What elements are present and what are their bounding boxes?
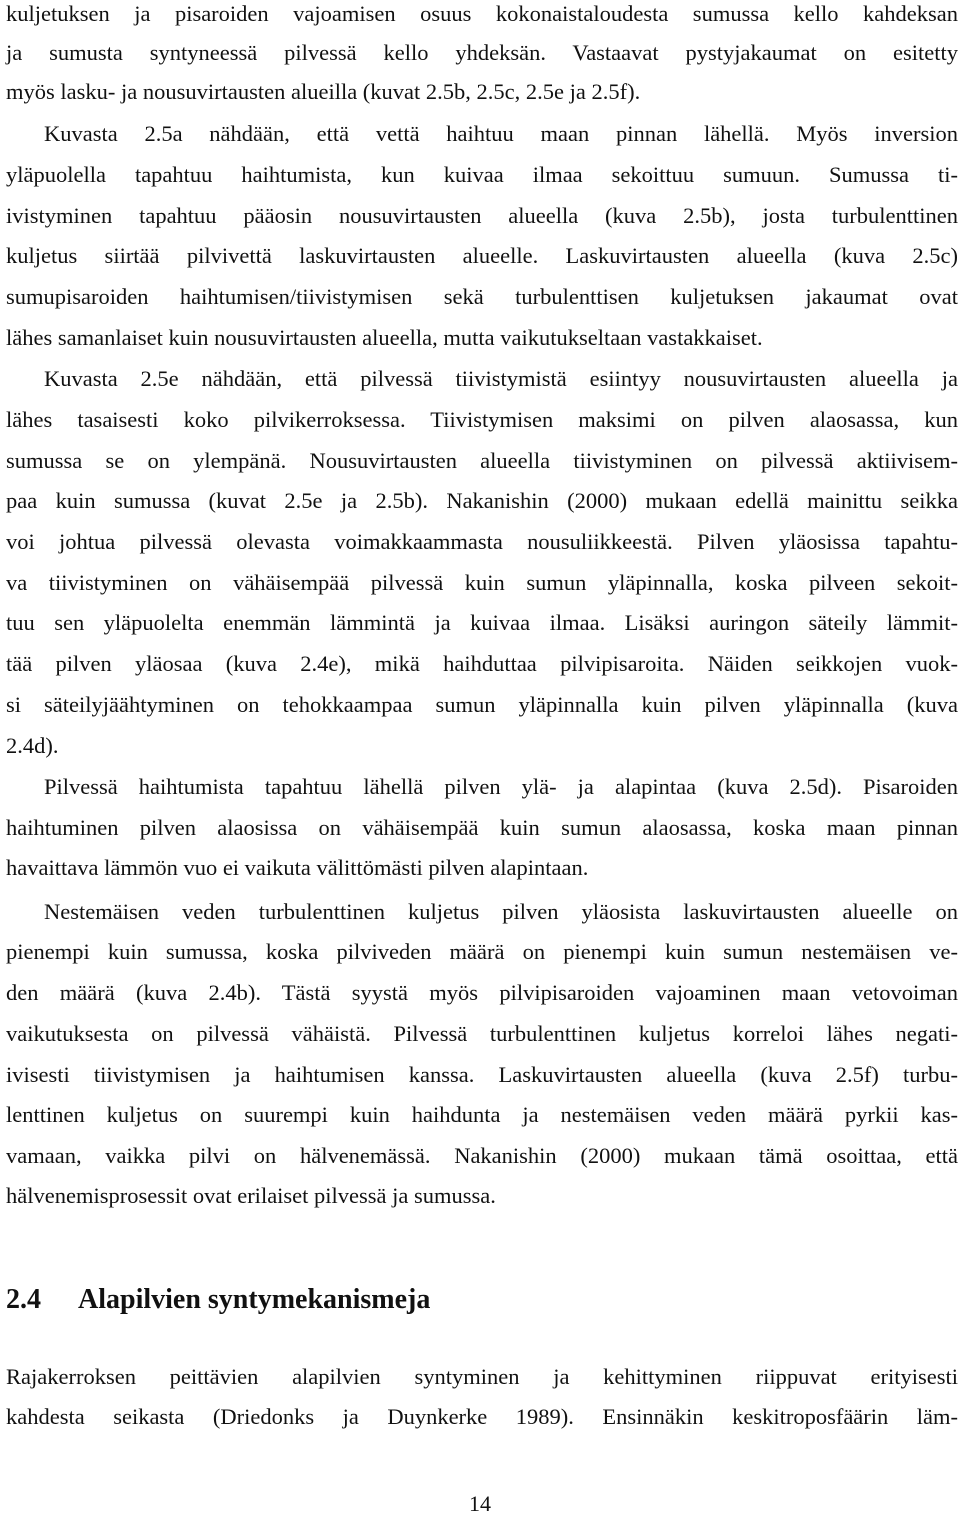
paragraph-5-line-2: pienempi kuin sumussa, koska pilviveden määrä on pienempi kuin sumun nestemäisen ve- xyxy=(6,939,958,964)
paragraph-4-line-3: havaittava lämmön vuo ei vaikuta välittömästi pilven alapintaan. xyxy=(6,855,589,880)
paragraph-3-line-6: va tiivistyminen on vähäisempää pilvessä kuin sumun yläpinnalla, koska pilveen sekoit- xyxy=(6,570,958,595)
paragraph-3-line-5: voi johtua pilvessä olevasta voimakkaammasta nousuliikkeestä. Pilven yläosissa tapahtu- xyxy=(6,529,958,554)
paragraph-5-line-5: ivisesti tiivistymisen ja haihtumisen kanssa. Laskuvirtausten alueella (kuva 2.5f) turbu- xyxy=(6,1062,958,1087)
paragraph-5-line-6: lenttinen kuljetus on suurempi kuin haihdunta ja nestemäisen veden määrä pyrkii kas- xyxy=(6,1102,958,1127)
paragraph-4-line-1: Pilvessä haihtumista tapahtuu lähellä pilven ylä- ja alapintaa (kuva 2.5d). Pisaroiden xyxy=(44,774,958,799)
paragraph-5-line-4: vaikutuksesta on pilvessä vähäistä. Pilvessä turbulenttinen kuljetus korreloi lähes negati- xyxy=(6,1021,958,1046)
paragraph-3-line-1: Kuvasta 2.5e nähdään, että pilvessä tiivistymistä esiintyy nousuvirtausten alueella ja xyxy=(44,366,958,391)
paragraph-1-line-1: kuljetuksen ja pisaroiden vajoamisen osuus kokonaistaloudesta sumussa kello kahdeksan xyxy=(6,1,958,26)
paragraph-5-line-8: hälvenemisprosessit ovat erilaiset pilvessä ja sumussa. xyxy=(6,1183,496,1208)
paragraph-3-line-3: sumussa se on ylempänä. Nousuvirtausten alueella tiivistyminen on pilvessä aktiivisem- xyxy=(6,448,958,473)
paragraph-3-line-8: tää pilven yläosaa (kuva 2.4e), mikä haihduttaa pilvipisaroita. Näiden seikkojen vuok- xyxy=(6,651,958,676)
paragraph-1-line-3: myös lasku- ja nousuvirtausten alueilla (kuvat 2.5b, 2.5c, 2.5e ja 2.5f). xyxy=(6,79,641,104)
paragraph-2-line-5: sumupisaroiden haihtumisen/tiivistymisen sekä turbulenttisen kuljetuksen jakaumat ovat xyxy=(6,284,958,309)
section-title: Alapilvien syntymekanismeja xyxy=(78,1284,431,1315)
paragraph-3-line-2: lähes tasaisesti koko pilvikerroksessa. Tiivistymisen maksimi on pilven alaosassa, kun xyxy=(6,407,958,432)
paragraph-2-line-1: Kuvasta 2.5a nähdään, että vettä haihtuu maan pinnan lähellä. Myös inversion xyxy=(44,121,958,146)
paragraph-4-line-2: haihtuminen pilven alaosissa on vähäisempää kuin sumun alaosassa, koska maan pinnan xyxy=(6,815,958,840)
section-paragraph-line-1: Rajakerroksen peittävien alapilvien syntyminen ja kehittyminen riippuvat erityisesti xyxy=(6,1364,958,1389)
paragraph-5-line-3: den määrä (kuva 2.4b). Tästä syystä myös pilvipisaroiden vajoaminen maan vetovoiman xyxy=(6,980,958,1005)
paragraph-5-line-7: vamaan, vaikka pilvi on hälvenemässä. Nakanishin (2000) mukaan tämä osoittaa, että xyxy=(6,1143,958,1168)
section-number: 2.4 xyxy=(6,1284,41,1315)
paragraph-2-line-2: yläpuolella tapahtuu haihtumista, kun kuivaa ilmaa sekoittuu sumuun. Sumussa ti- xyxy=(6,162,958,187)
paragraph-3-line-10: 2.4d). xyxy=(6,733,59,758)
section-paragraph-line-2: kahdesta seikasta (Driedonks ja Duynkerke 1989). Ensinnäkin keskitroposfäärin läm- xyxy=(6,1404,958,1429)
paragraph-2-line-3: ivistyminen tapahtuu pääosin nousuvirtausten alueella (kuva 2.5b), josta turbulenttinen xyxy=(6,203,958,228)
paragraph-1-line-2: ja sumusta syntyneessä pilvessä kello yhdeksän. Vastaavat pystyjakaumat on esitetty xyxy=(6,40,958,65)
section-heading xyxy=(6,1278,430,1322)
paragraph-3-line-4: paa kuin sumussa (kuvat 2.5e ja 2.5b). Nakanishin (2000) mukaan edellä mainittu seikka xyxy=(6,488,958,513)
paragraph-2-line-6: lähes samanlaiset kuin nousuvirtausten alueella, mutta vaikutukseltaan vastakkaiset. xyxy=(6,325,763,350)
paragraph-2-line-4: kuljetus siirtää pilvivettä laskuvirtausten alueelle. Laskuvirtausten alueella (kuva 2.5c) xyxy=(6,243,958,268)
paragraph-5-line-1: Nestemäisen veden turbulenttinen kuljetus pilven yläosista laskuvirtausten alueelle on xyxy=(44,899,958,924)
page-number: 14 xyxy=(469,1491,491,1516)
paragraph-3-line-7: tuu sen yläpuolelta enemmän lämmintä ja kuivaa ilmaa. Lisäksi auringon säteily lämmit- xyxy=(6,610,958,635)
paragraph-3-line-9: si säteilyjäähtyminen on tehokkaampaa sumun yläpinnalla kuin pilven yläpinnalla (kuva xyxy=(6,692,958,717)
